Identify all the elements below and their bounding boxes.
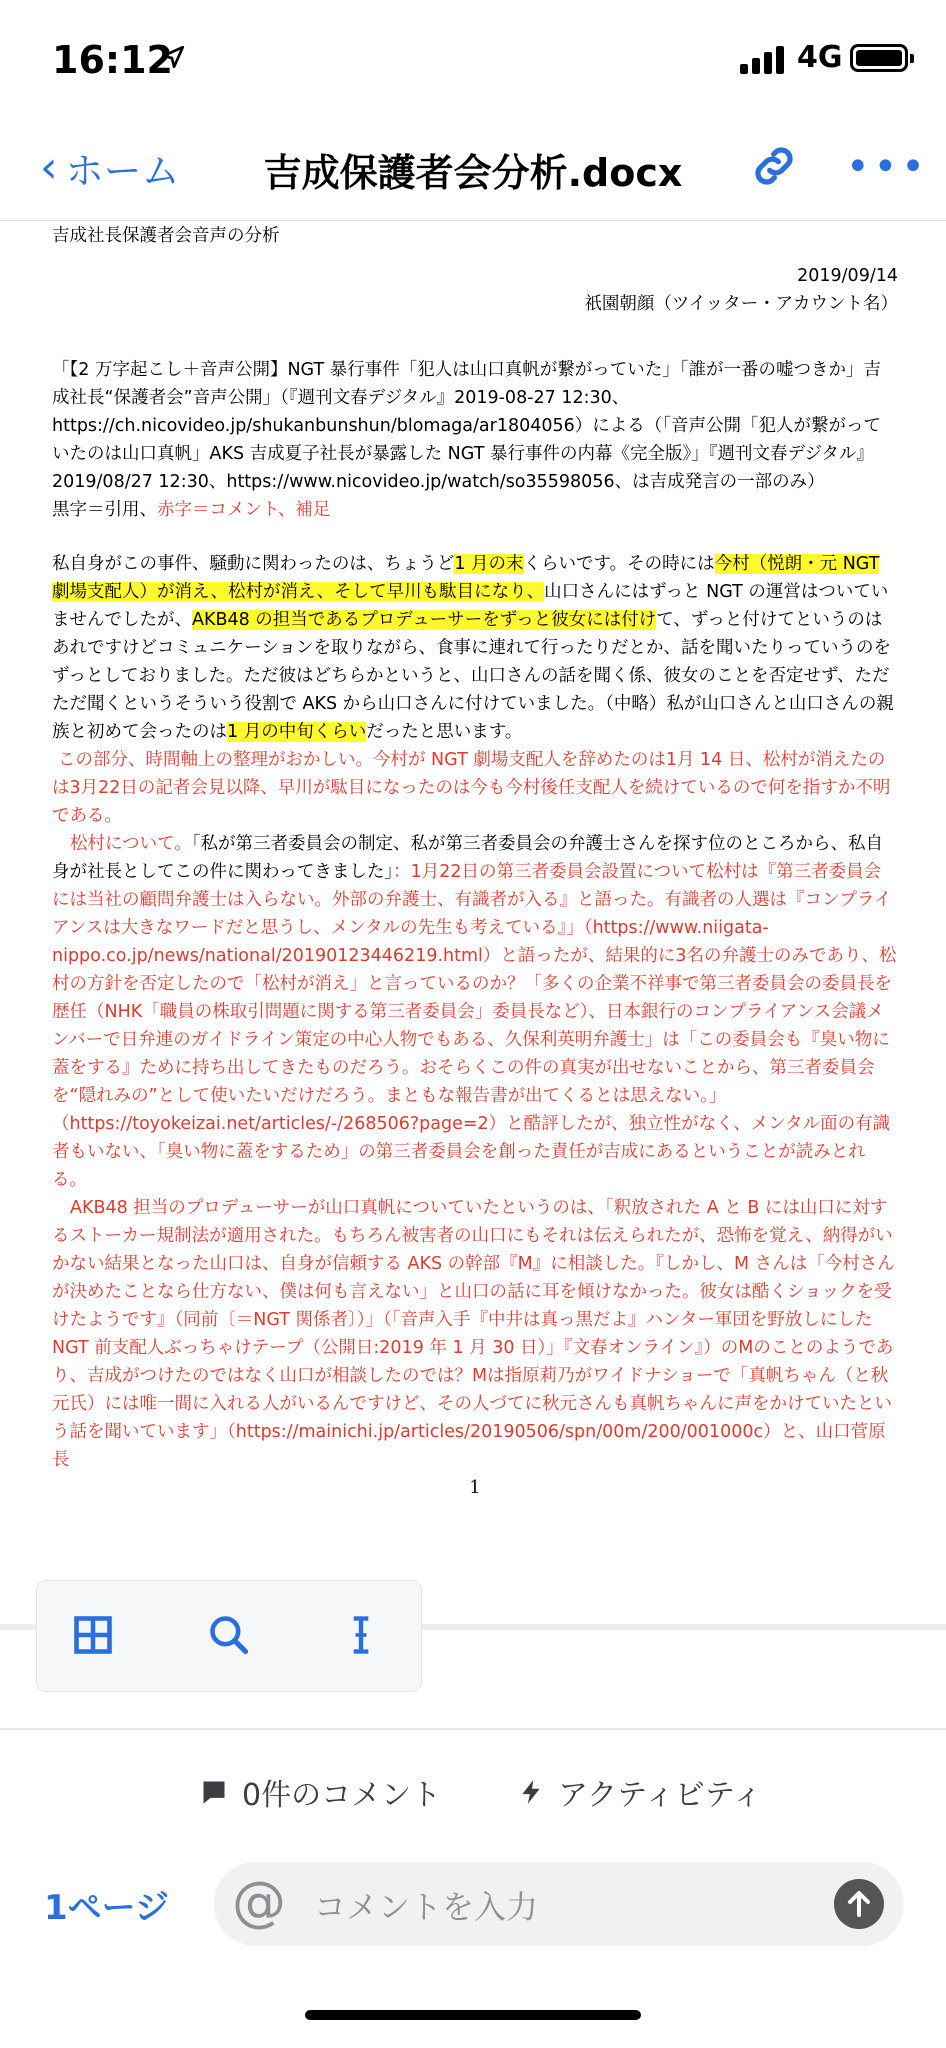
quote-text: 「私が第三者委員会の制定、私が第三者委員会の弁護士さんを探す位のところから、私自身が社長としてこの件に関わってきました」 [52, 834, 884, 882]
tab-activity[interactable] [518, 1770, 762, 1814]
search-icon[interactable] [207, 1613, 251, 1657]
quote-text: 私自身がこの事件、騒動に関わったのは、ちょうど [52, 554, 455, 574]
chevron-left-icon: ‹ [40, 142, 58, 193]
legend-black: 黒字＝引用、 [52, 500, 157, 520]
home-indicator [305, 2010, 641, 2020]
quote-text: 山口さんにはずっと NGT の運営はついていませんでしたが、 [52, 582, 889, 630]
quote-paragraph-2 [52, 830, 898, 1194]
highlight: AKB48 の担当であるプロデューサーをずっと彼女には付け [192, 610, 657, 630]
doc-legend [52, 496, 898, 524]
battery-icon [850, 44, 908, 72]
doc-heading: 吉成社長保護者会音声の分析 [52, 226, 280, 246]
comment-paragraph-1: この部分、時間軸上の整理がおかしい。今村が NGT 劇場支配人を辞めたのは1月 14 日、松村が消えたのは3月22日の記者会見以降、早川が駄目になったのは今も今村後任支配人を続けているので何を指すか不明である。 [52, 750, 891, 826]
highlight: 1 月の末 [454, 554, 524, 574]
navigation-bar [0, 120, 946, 221]
tab-activity-label: アクティビティ [558, 1778, 763, 1813]
bottom-bar [0, 1858, 946, 1950]
table-icon[interactable] [71, 1613, 115, 1657]
highlight: 今村（悦朗・元 NGT 劇場支配人）が消え、松村が消え、そして早川も駄目になり、 [52, 554, 880, 602]
document-content [52, 222, 898, 1562]
quote-paragraph-1 [52, 550, 898, 746]
tab-comments-label: 0件のコメント [242, 1778, 442, 1813]
status-time: 16:12 [52, 38, 173, 82]
comment-tabs [0, 1760, 946, 1830]
comment-label: 松村について。 [70, 834, 192, 854]
highlight: 1 月の中旬くらい [227, 722, 367, 742]
tab-comments[interactable] [200, 1770, 441, 1814]
doc-author: 祇園朝顔（ツイッター・アカウント名） [584, 294, 898, 314]
doc-source-line1: 「【2 万字起こし＋音声公開】NGT 暴行事件「犯人は山口真帆が繋がっていた」「誰が一番の嘘つきか」吉成社長“保護者会”音声公開」（『週刊文春デジタル』2019-08-27 12:30、 [52, 360, 881, 408]
quote-text: くらいです。その時には [523, 554, 715, 574]
doc-source-line2: https://ch.nicovideo.jp/shukanbunshun/blomaga/ar1804056）による（「音声公開「犯人が繋がっていたのは山口真帆」AKS 吉成夏子社長が暴露した NGT 暴行事件の内幕《完全版》」『週刊文春デジタル』 [52, 416, 882, 464]
network-type: 4G [797, 40, 843, 75]
location-arrow-icon [160, 44, 186, 70]
lightning-icon [518, 1776, 544, 1808]
more-options-icon[interactable]: ••• [846, 144, 929, 190]
floating-toolbar [36, 1580, 422, 1692]
comment-placeholder: コメントを入力 [314, 1888, 539, 1926]
send-arrow-icon[interactable] [834, 1879, 884, 1929]
quote-text: て、ずっと付けてというのはあれですけどコミュニケーションを取りながら、食事に連れて行ったりだとか、話を聞いたりっていうのをずっとしておりました。ただ彼はどちらかというと、山口さんの話を聞く係、彼女のことを否定せず、ただただ聞くというそういう役割で AKS から山口さんに付けていました。（中略）私が山口さんと山口さんの親族と初めて会ったのは [52, 610, 894, 742]
link-icon[interactable] [748, 140, 800, 192]
comment-text: ：1月22日の第三者委員会設置について松村は『第三者委員会には当社の顧問弁護士は入らない。外部の弁護士、有識者が入る』と語った。有識者の人選は『コンプライアンスは大きなワードだと思うし、メンタルの先生も考えている』」（https://www.niigata-nippo.co.jp/news/national/20190123446219.html）と語ったが、結果的に3名の弁護士のみであり、松村の方針を否定したので「松村が消え」と言っているのか？「多くの企業不祥事で第三者委員会の委員長を歴任（NHK「職員の株取引問題に関する第三者委員会」委員長など）、日本銀行のコンプライアンス会議メンバーで日弁連のガイドライン策定の中心人物でもある、久保利英明弁護士」は「この委員会も『臭い物に蓋をする』ために持ち出してきたものだろう。おそらくこの件の真実が出せないことから、第三者委員会を“隠れみの”として使いたいだけだろう。まともな報告書が出てくるとは思えない。」（https://toyokeizai.net/articles/-/268506?page=2）と酷評したが、独立性がなく、メンタル面の有識者もいない、「臭い物に蓋をするため」の第三者委員会を創った責任が吉成にあるということが読みとれる。 [52, 862, 897, 1190]
status-bar [0, 0, 946, 120]
comment-icon [200, 1778, 228, 1806]
text-cursor-icon[interactable] [339, 1613, 383, 1657]
back-label: ホーム [65, 149, 180, 193]
doc-source-line3: 2019/08/27 12:30、https://www.nicovideo.jp/watch/so35598056、は吉成発言の一部のみ） [52, 472, 825, 492]
page-indicator[interactable]: 1ページ [44, 1888, 169, 1928]
comment-input[interactable] [214, 1862, 904, 1946]
divider [0, 1728, 946, 1730]
quote-text: だったと思います。 [366, 722, 523, 742]
comment-paragraph-3: AKB48 担当のプロデューサーが山口真帆についていたというのは、「釈放された A と B には山口に対するストーカー規制法が適用された。もちろん被害者の山口にもそれは伝えられたが、恐怖を覚え、納得がいかない結果となった山口は、自身が信頼する AKS の幹部『M』に相談した。『しかし、M さんは「今村さんが決めたことなら仕方ない、僕は何も言えない」と山口の話に耳を傾けなかった。彼女は酷くショックを受けたようです』（同前〔＝NGT 関係者〕）」（「音声入手『中井は真っ黒だよ』ハンター軍団を野放しにした NGT 前支配人ぶっちゃけテープ（公開日:2019 年 1 月 30 日）」『文春オンライン』）のMのことのようであり、吉成がつけたのではなく山口が相談したのでは？Mは指原莉乃がワイドナショーで「真帆ちゃん（と秋元氏）には唯一間に入れる人がいるんですけど、その人づてに秋元さんも真帆ちゃんに声をかけていたという話を聞いています」（https://mainichi.jp/articles/20190506/spn/00m/200/001000c）と、山口菅原長 [52, 1198, 895, 1470]
page-number: 1 [469, 1478, 481, 1498]
document-title: 吉成保護者会分析.docx [263, 151, 683, 195]
doc-date: 2019/09/14 [797, 266, 898, 286]
mention-icon[interactable]: @ [232, 1870, 286, 1933]
legend-red: 赤字＝コメント、補足 [157, 500, 331, 520]
